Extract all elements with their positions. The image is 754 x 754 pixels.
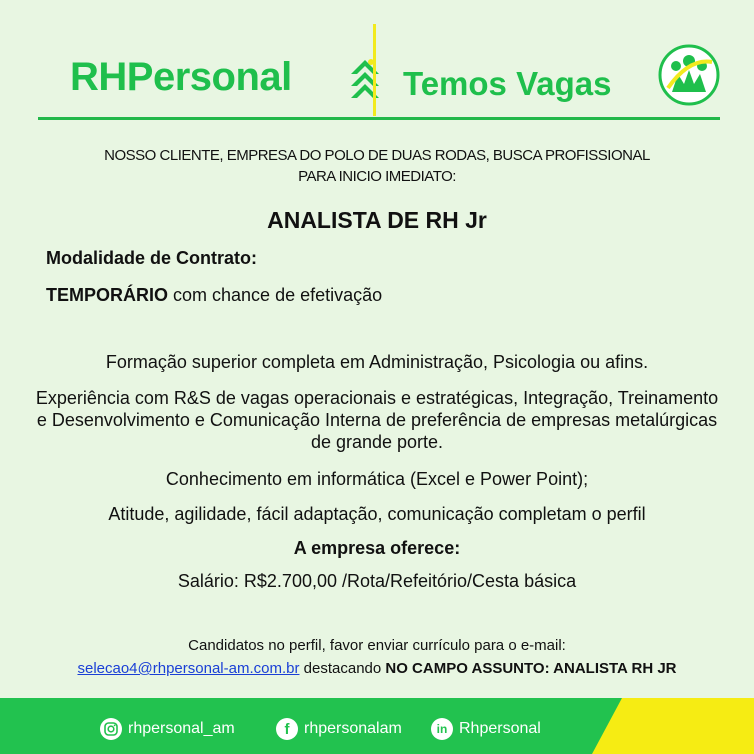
apply-mid-text: destacando	[299, 660, 386, 677]
instagram-link[interactable]	[100, 718, 235, 740]
contract-heading: Modalidade de Contrato:	[46, 248, 257, 268]
email-link[interactable]: selecao4@rhpersonal-am.com.br	[77, 660, 300, 677]
apply-instructions: Candidatos no perfil, favor enviar currículo para o e-mail:	[188, 637, 566, 654]
linkedin-handle: Rhpersonal	[459, 720, 541, 737]
job-title: ANALISTA DE RH Jr	[267, 207, 487, 233]
intro-line-2: PARA INICIO IMEDIATO:	[298, 168, 456, 185]
facebook-icon: f	[276, 718, 298, 740]
requirement-item: Conhecimento em informática (Excel e Power Point);	[165, 469, 589, 489]
apply-subject: NO CAMPO ASSUNTO: ANALISTA RH JR	[385, 660, 677, 677]
instagram-icon	[100, 718, 122, 740]
facebook-handle: rhpersonalam	[304, 720, 402, 737]
offer-heading: A empresa oferece:	[293, 538, 461, 558]
brand-logo: RHPersonal	[70, 55, 292, 99]
linkedin-icon: in	[431, 718, 453, 740]
header	[38, 22, 720, 122]
intro-line-1: NOSSO CLIENTE, EMPRESA DO POLO DE DUAS RODAS, BUSCA PROFISSIONAL	[104, 147, 650, 164]
header-rule	[38, 117, 720, 120]
instagram-handle: rhpersonal_am	[128, 720, 235, 737]
apply-email-line	[0, 660, 754, 677]
contract-detail: com chance de efetivação	[168, 285, 383, 305]
facebook-link[interactable]	[276, 718, 402, 740]
linkedin-link[interactable]	[431, 718, 541, 740]
requirement-item: Experiência com R&S de vagas operacionais e estratégicas, Integração, Treinamento e Desenvolvimento e Comunicação Interna de preferência de empresas metalúrgicas de grande porte.	[35, 388, 719, 452]
salary-line: Salário: R$2.700,00 /Rota/Refeitório/Cesta básica	[177, 571, 577, 591]
requirement-item: Formação superior completa em Administração, Psicologia ou afins.	[105, 352, 649, 372]
logo-arrows-icon	[349, 58, 381, 100]
contract-line	[46, 285, 382, 306]
requirement-item: Atitude, agilidade, fácil adaptação, comunicação completam o perfil	[108, 504, 646, 524]
contract-type: TEMPORÁRIO	[46, 285, 169, 305]
header-divider	[373, 24, 376, 116]
people-badge-icon	[658, 44, 720, 106]
tagline: Temos Vagas	[403, 65, 612, 102]
